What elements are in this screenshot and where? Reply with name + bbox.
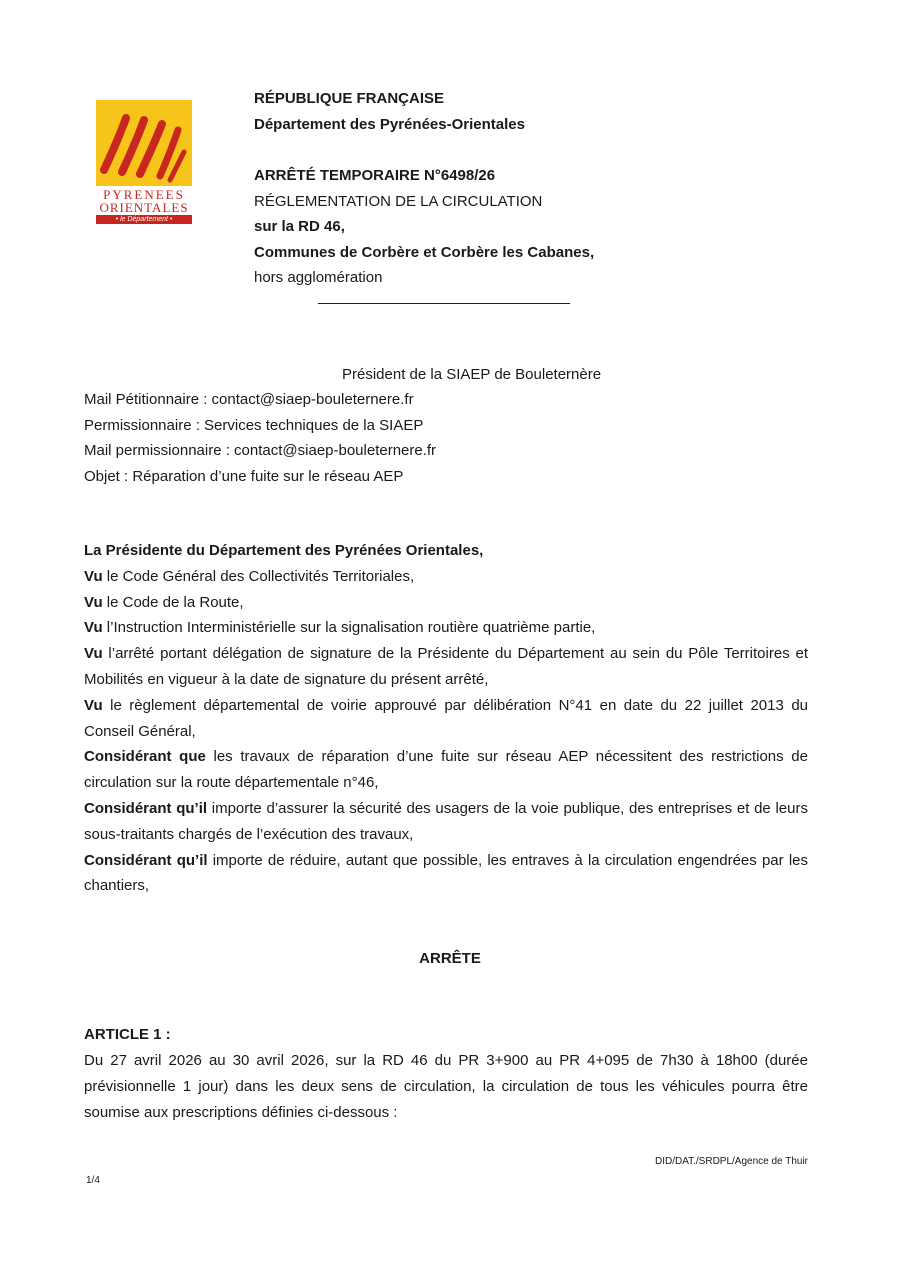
mail-petitionnaire: Mail Pétitionnaire : contact@siaep-bouleternere.fr bbox=[84, 391, 414, 408]
department-label: Département des Pyrénées-Orientales bbox=[254, 115, 525, 133]
vu-keyword: Vu bbox=[84, 696, 103, 714]
service-reference: DID/DAT./SRDPL/Agence de Thuir bbox=[654, 1156, 808, 1167]
considerant-keyword: Considérant qu’il bbox=[84, 851, 208, 869]
header-divider bbox=[318, 303, 570, 304]
vu-paragraph-2 bbox=[84, 590, 808, 616]
vu-text: le règlement départemental de voirie approuvé par délibération N°41 en date du 22 juillet 2013 du Conseil Général, bbox=[84, 696, 808, 740]
considerants-section bbox=[84, 538, 808, 899]
vu-keyword: Vu bbox=[84, 593, 103, 611]
page-number: 1/4 bbox=[86, 1175, 100, 1186]
considerant-paragraph-2 bbox=[84, 796, 808, 848]
considerant-paragraph-1 bbox=[84, 744, 808, 796]
hors-agglomeration-label: hors agglomération bbox=[254, 269, 383, 286]
arrete-number: ARRÊTÉ TEMPORAIRE N°6498/26 bbox=[254, 167, 496, 184]
vu-text: le Code de la Route, bbox=[102, 593, 244, 611]
considerant-text: les travaux de réparation d’une fuite sur réseau AEP nécessitent des restrictions de circulation sur la route départementale n°46, bbox=[84, 748, 808, 792]
petition-info bbox=[84, 387, 436, 489]
road-label: sur la RD 46, bbox=[254, 218, 345, 235]
department-logo bbox=[96, 100, 192, 224]
presidente-heading: La Présidente du Département des Pyrénées Orientales, bbox=[84, 542, 484, 559]
objet: Objet : Réparation d’une fuite sur le réseau AEP bbox=[84, 467, 404, 485]
logo-line-1: PYRENEES bbox=[103, 187, 185, 202]
petitioner-president: Président de la SIAEP de Bouleternère bbox=[342, 366, 602, 383]
vu-text: l’arrêté portant délégation de signature de la Présidente du Département au sein du Pôle Territoires et Mobilités en vigueur à la date de signature du présent arrêté, bbox=[84, 645, 808, 688]
vu-text: l’Instruction Interministérielle sur la signalisation routière quatrième partie, bbox=[102, 619, 596, 637]
vu-keyword: Vu bbox=[84, 567, 103, 585]
mail-permissionnaire: Mail permissionnaire : contact@siaep-bouleternere.fr bbox=[84, 442, 437, 459]
vu-paragraph-5 bbox=[84, 693, 808, 745]
article-1-text: Du 27 avril 2026 au 30 avril 2026, sur la RD 46 du PR 3+900 au PR 4+095 de 7h30 à 18h00 (durée prévisionnelle 1 jour) dans les deux sens de circulation, la circulation de tous les véhicules pourra être soumise aux prescriptions définies ci-dessous : bbox=[84, 1052, 808, 1121]
vu-paragraph-1 bbox=[84, 564, 808, 590]
vu-paragraph-3 bbox=[84, 615, 808, 641]
arrete-title: ARRÊTE bbox=[419, 950, 481, 967]
considerant-paragraph-3 bbox=[84, 848, 808, 900]
permissionnaire: Permissionnaire : Services techniques de la SIAEP bbox=[84, 416, 424, 434]
vu-keyword: Vu bbox=[84, 645, 103, 663]
vu-keyword: Vu bbox=[84, 619, 103, 637]
republic-label: RÉPUBLIQUE FRANÇAISE bbox=[254, 90, 445, 107]
article-1-title: ARTICLE 1 : bbox=[84, 1026, 171, 1043]
considerant-keyword: Considérant qu’il bbox=[84, 799, 208, 817]
logo-line-2: ORIENTALES bbox=[99, 200, 189, 215]
considerant-text: importe de réduire, autant que possible, les entraves à la circulation engendrées par les chantiers, bbox=[84, 851, 808, 895]
document-header bbox=[254, 86, 814, 291]
article-1 bbox=[84, 1022, 808, 1126]
vu-paragraph-4 bbox=[84, 641, 808, 693]
logo-emblem bbox=[96, 100, 192, 186]
reglementation-title: RÉGLEMENTATION DE LA CIRCULATION bbox=[254, 192, 543, 210]
logo-band: • le Département • bbox=[96, 215, 192, 224]
considerant-text: importe d’assurer la sécurité des usagers de la voie publique, des entreprises et de leurs sous-traitants chargés de l’exécution des travaux, bbox=[84, 799, 808, 843]
communes-label: Communes de Corbère et Corbère les Cabanes, bbox=[254, 243, 595, 261]
vu-text: le Code Général des Collectivités Territoriales, bbox=[102, 567, 415, 585]
considerant-keyword: Considérant que bbox=[84, 748, 206, 766]
